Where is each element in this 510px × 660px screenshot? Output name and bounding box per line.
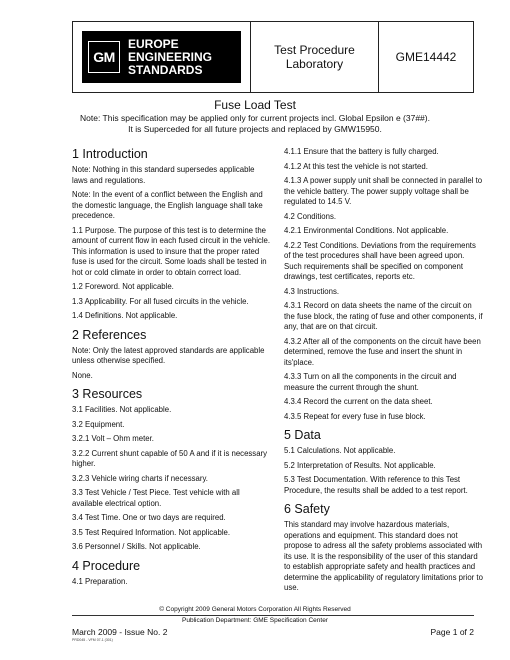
procedure-title-cell bbox=[251, 22, 379, 92]
supersede-note-line1: Note: This specification may be applied only for current projects incl. Global Epsilon e (37##). bbox=[80, 113, 430, 123]
header-box bbox=[72, 21, 474, 93]
logo-line3: STANDARDS bbox=[128, 62, 203, 77]
section-heading-procedure: 4 Procedure bbox=[72, 558, 141, 573]
paragraph: This standard may involve hazardous materials, operations and equipment. This standard does not propose to adress all the safety problems associated with its use. It is the responsibility of the user of this standard to establish appropriate safety and health practices and determine the applicability of regulatory limitations prior to use. bbox=[284, 520, 483, 592]
paragraph: 3.3 Test Vehicle / Test Piece. Test vehicle with all available electrical option. bbox=[72, 488, 240, 508]
section-heading-data: 5 Data bbox=[284, 428, 321, 442]
logo-line2: ENGINEERING bbox=[128, 49, 213, 64]
paragraph: 4.3.5 Repeat for every fuse in fuse block. bbox=[284, 411, 426, 421]
paragraph: 4.2 Conditions. bbox=[284, 211, 337, 221]
paragraph: Note: Nothing in this standard supersedes applicable laws and regulations. bbox=[72, 165, 255, 185]
document-title: Fuse Load Test bbox=[214, 98, 296, 112]
paragraph: 4.3.4 Record the current on the data sheet. bbox=[284, 397, 433, 406]
paragraph: 4.1.1 Ensure that the battery is fully charged. bbox=[284, 147, 439, 156]
section-heading-references: 2 References bbox=[72, 327, 147, 342]
paragraph: 3.1 Facilities. Not applicable. bbox=[72, 405, 172, 414]
left-column bbox=[72, 147, 272, 591]
doc-number: GME14442 bbox=[395, 50, 457, 64]
paragraph: 1.3 Applicability. For all fused circuits in the vehicle. bbox=[72, 296, 249, 306]
logo-line1: EUROPE bbox=[128, 36, 179, 51]
paragraph: Note: Only the latest approved standards are applicable unless otherwise specified. bbox=[72, 345, 265, 365]
paragraph: 3.6 Personnel / Skills. Not applicable. bbox=[72, 542, 201, 551]
paragraph: 5.1 Calculations. Not applicable. bbox=[284, 446, 396, 455]
paragraph: 3.5 Test Required Information. Not applicable. bbox=[72, 527, 231, 537]
paragraph: 3.2 Equipment. bbox=[72, 419, 125, 429]
paragraph: 3.2.2 Current shunt capable of 50 A and if it is necessary higher. bbox=[72, 448, 268, 468]
footer-publication: Publication Department: GME Specification Center bbox=[182, 617, 328, 624]
logo-cell bbox=[73, 22, 251, 92]
paragraph: 5.3 Test Documentation. With reference to this Test Procedure, the results shall be added to a test report. bbox=[284, 475, 468, 495]
paragraph: 3.4 Test Time. One or two days are required. bbox=[72, 513, 226, 522]
footer-divider bbox=[72, 615, 474, 616]
paragraph: 4.1.3 A power supply unit shall be connected in parallel to the vehicle battery. The power supply voltage shall be regulated to 14.5 V. bbox=[284, 176, 483, 206]
paragraph: 4.1 Preparation. bbox=[72, 576, 128, 586]
supersede-note-line2: It is Superceded for all future projects and replaced by GMW15950. bbox=[128, 124, 382, 134]
section-heading-safety: 6 Safety bbox=[284, 502, 330, 516]
section-heading-resources: 3 Resources bbox=[72, 387, 143, 401]
gm-mark-icon: GM bbox=[88, 41, 120, 73]
footer-page-number: Page 1 of 2 bbox=[430, 627, 474, 637]
paragraph: 3.2.1 Volt – Ohm meter. bbox=[72, 434, 154, 443]
paragraph: Note: In the event of a conflict between the English and the domestic language, the English language shall take precedence. bbox=[72, 190, 263, 220]
paragraph: 4.2.2 Test Conditions. Deviations from the requirements of the test procedures shall have been agreed upon. Such requirements shall be specified on component drawings, test certificates, reports etc. bbox=[284, 240, 476, 281]
footer-issue: March 2009 - Issue No. 2 bbox=[72, 627, 168, 637]
title-line1: Test Procedure bbox=[274, 43, 355, 57]
logo-text bbox=[128, 38, 212, 77]
paragraph: 4.2.1 Environmental Conditions. Not applicable. bbox=[284, 226, 449, 235]
gm-logo bbox=[82, 31, 241, 83]
paragraph: 1.4 Definitions. Not applicable. bbox=[72, 311, 178, 320]
paragraph: 1.2 Foreword. Not applicable. bbox=[72, 282, 174, 291]
paragraph: 4.1.2 At this test the vehicle is not started. bbox=[284, 161, 428, 171]
paragraph: 4.3 Instructions. bbox=[284, 286, 340, 296]
footer-form-code: PRD045 - VFM 07-1 (301) bbox=[72, 638, 113, 642]
paragraph: 1.1 Purpose. The purpose of this test is to determine the amount of current flow in each fused circuit in the vehicle. This information is used to insure that the proper rated fuse is used for the circuit. Some loads shall be tested in hot or cold climate in order to obtain correct load. bbox=[72, 225, 271, 277]
footer-copyright: © Copyright 2009 General Motors Corporation All Rights Reserved bbox=[159, 606, 351, 613]
section-heading-introduction: 1 Introduction bbox=[72, 147, 148, 161]
paragraph: 4.3.3 Turn on all the components in the circuit and measure the current through the shunt. bbox=[284, 372, 457, 392]
paragraph: 5.2 Interpretation of Results. Not applicable. bbox=[284, 460, 436, 470]
title-line2: Laboratory bbox=[285, 57, 344, 71]
paragraph: 4.3.1 Record on data sheets the name of the circuit on the fuse block, the rating of fuse and other components, if any, that are on that circuit. bbox=[284, 301, 483, 331]
paragraph: 3.2.3 Vehicle wiring charts if necessary. bbox=[72, 473, 208, 483]
paragraph: None. bbox=[72, 370, 93, 380]
right-column bbox=[284, 147, 484, 598]
paragraph: 4.3.2 After all of the components on the circuit have been determined, remove the fuse and insert the shunt in its'place. bbox=[284, 336, 481, 367]
